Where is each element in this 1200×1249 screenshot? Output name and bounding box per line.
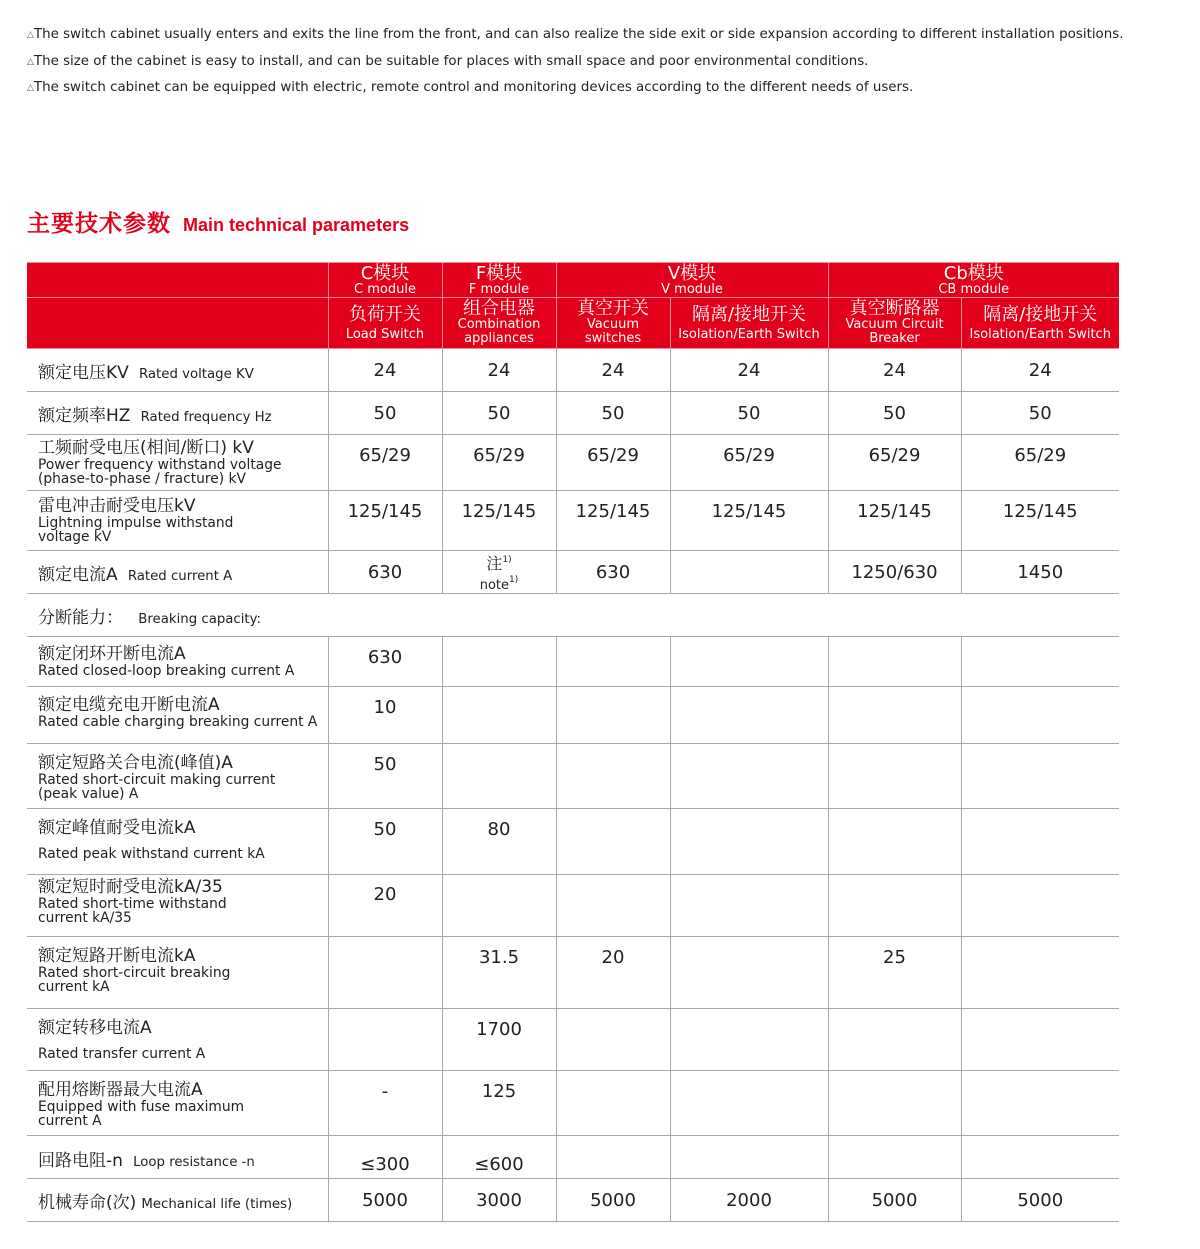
text: C module: [354, 281, 416, 297]
text: current A: [38, 1113, 102, 1129]
cell: [828, 1071, 961, 1136]
header-blank: [27, 298, 328, 349]
text: 雷电冲击耐受电压kV: [38, 496, 196, 516]
cell: [442, 875, 556, 937]
cell: [961, 1071, 1119, 1136]
text: 额定短路关合电流(峰值)A: [38, 753, 233, 773]
text: 注: [486, 554, 503, 573]
text: 隔离/接地开关: [691, 303, 807, 325]
row-label: [27, 349, 328, 392]
cell: 24: [442, 349, 556, 392]
cell: 31.5: [442, 937, 556, 1009]
row-label: [27, 551, 328, 594]
cell: 1250/630: [828, 551, 961, 594]
cell: 125/145: [670, 491, 828, 551]
text: V module: [661, 281, 723, 297]
cell: 24: [828, 349, 961, 392]
cell: [556, 875, 670, 937]
cell: 50: [670, 392, 828, 435]
table-row: [27, 1071, 1119, 1136]
text: current kA/35: [38, 910, 132, 926]
row-label: [27, 637, 328, 687]
text: (peak value) A: [38, 786, 139, 802]
table-row: [27, 491, 1119, 551]
intro-text: [27, 22, 1137, 102]
text: Cb模块: [943, 262, 1004, 284]
cell: [328, 1009, 442, 1071]
text: Isolation/Earth Switch: [969, 326, 1111, 342]
cell: [556, 1071, 670, 1136]
cell: 125/145: [442, 491, 556, 551]
cell: 50: [328, 392, 442, 435]
cell: [670, 637, 828, 687]
text: 机械寿命(次): [38, 1192, 137, 1213]
cell: 5000: [556, 1179, 670, 1222]
cell: 25: [828, 937, 961, 1009]
section-label: [27, 594, 1119, 637]
text: The switch cabinet can be equipped with electric, remote control and monitoring devices according to the different needs of users.: [33, 80, 914, 95]
cell: [961, 637, 1119, 687]
text: 分断能力：: [38, 607, 123, 628]
header-row-modules: [27, 263, 1119, 298]
text: Equipped with fuse maximum: [38, 1099, 245, 1115]
cell: ≤600: [442, 1136, 556, 1179]
section-title-cn: 主要技术参数: [27, 211, 171, 237]
row-label: [27, 1009, 328, 1071]
cell: 65/29: [328, 435, 442, 491]
cell: [828, 1136, 961, 1179]
table-row: [27, 551, 1119, 594]
text: Rated peak withstand current kA: [38, 846, 265, 862]
header-blank: [27, 263, 328, 298]
text: C模块: [360, 262, 410, 284]
cell: [670, 1136, 828, 1179]
cell: [670, 744, 828, 809]
row-label: [27, 687, 328, 744]
triangle-icon: △: [27, 30, 34, 40]
text: 回路电阻-n: [38, 1151, 123, 1171]
cell: 65/29: [670, 435, 828, 491]
header-module-f: [442, 263, 556, 298]
cell: ≤300: [328, 1136, 442, 1179]
cell: 5000: [828, 1179, 961, 1222]
triangle-icon: △: [27, 83, 34, 93]
text: switches: [584, 331, 642, 346]
text: 额定短时耐受电流kA/35: [38, 877, 223, 897]
cell: 65/29: [442, 435, 556, 491]
cell: 630: [328, 637, 442, 687]
table-row: [27, 937, 1119, 1009]
text: Rated closed-loop breaking current A: [38, 663, 295, 679]
cell: [961, 744, 1119, 809]
table-row: [27, 875, 1119, 937]
cell: 125/145: [328, 491, 442, 551]
text: 负荷开关: [349, 303, 421, 325]
text: Vacuum: [586, 317, 640, 332]
text: note: [479, 578, 510, 593]
text: Lightning impulse withstand: [38, 515, 234, 531]
cell: 2000: [670, 1179, 828, 1222]
text: 组合电器: [463, 298, 535, 319]
table-row: [27, 435, 1119, 491]
table-row: [27, 687, 1119, 744]
table-row: [27, 1136, 1119, 1179]
cell: 24: [556, 349, 670, 392]
cell: [961, 687, 1119, 744]
cell: [828, 809, 961, 875]
cell: [828, 687, 961, 744]
table-row: [27, 637, 1119, 687]
text: Isolation/Earth Switch: [678, 326, 820, 342]
cell: 20: [328, 875, 442, 937]
cell: 5000: [328, 1179, 442, 1222]
cell: [670, 1009, 828, 1071]
row-label: [27, 744, 328, 809]
cell: 125/145: [961, 491, 1119, 551]
cell: [961, 875, 1119, 937]
text: Load Switch: [345, 326, 425, 342]
cell: [556, 1136, 670, 1179]
text: 配用熔断器最大电流A: [38, 1080, 203, 1100]
cell: [556, 744, 670, 809]
text: 额定闭环开断电流A: [38, 644, 186, 664]
cell: 50: [828, 392, 961, 435]
text: 隔离/接地开关: [983, 303, 1098, 325]
text: 真空开关: [577, 298, 649, 319]
header-col: [328, 298, 442, 349]
text: Breaking capacity:: [138, 611, 262, 627]
header-col: [442, 298, 556, 349]
cell: 5000: [961, 1179, 1119, 1222]
text: Rated short-circuit making current: [38, 772, 276, 788]
cell: 125/145: [556, 491, 670, 551]
parameters-table: [27, 262, 1119, 1222]
cell: 24: [670, 349, 828, 392]
cell: 24: [328, 349, 442, 392]
header-row-types: [27, 298, 1119, 349]
row-label: [27, 1136, 328, 1179]
cell: [442, 687, 556, 744]
intro-line: [27, 49, 1137, 76]
text: 真空断路器: [849, 298, 940, 319]
text: Rated cable charging breaking current A: [38, 714, 318, 730]
cell: [828, 637, 961, 687]
header-module-cb: [828, 263, 1119, 298]
cell: [442, 744, 556, 809]
cell: [556, 637, 670, 687]
table-row: [27, 809, 1119, 875]
cell: 3000: [442, 1179, 556, 1222]
cell: [670, 875, 828, 937]
cell: [670, 687, 828, 744]
cell: -: [328, 1071, 442, 1136]
text: 额定峰值耐受电流kA: [38, 818, 196, 838]
cell: 125/145: [828, 491, 961, 551]
cell: [670, 937, 828, 1009]
section-title: [27, 205, 409, 238]
text: 额定电缆充电开断电流A: [38, 695, 220, 715]
cell: [828, 744, 961, 809]
table-row: [27, 744, 1119, 809]
header-col: [961, 298, 1119, 349]
cell: 50: [328, 809, 442, 875]
row-label: [27, 491, 328, 551]
text: voltage kV: [38, 529, 112, 545]
cell: 630: [328, 551, 442, 594]
cell: 125: [442, 1071, 556, 1136]
cell: 24: [961, 349, 1119, 392]
text: The size of the cabinet is easy to install, and can be suitable for places with small space and poor environmental conditions.: [33, 53, 869, 69]
triangle-icon: △: [27, 56, 34, 67]
row-label: [27, 937, 328, 1009]
cell: [961, 937, 1119, 1009]
cell: [442, 637, 556, 687]
cell: 1450: [961, 551, 1119, 594]
cell: [670, 1071, 828, 1136]
cell: [961, 1136, 1119, 1179]
cell: [556, 687, 670, 744]
cell: 50: [328, 744, 442, 809]
cell: 10: [328, 687, 442, 744]
text: 工频耐受电压(相间/断口) kV: [38, 438, 254, 458]
text: Power frequency withstand voltage: [38, 457, 282, 473]
text: Rated transfer current A: [38, 1046, 206, 1062]
text: 额定短路开断电流kA: [38, 946, 196, 966]
intro-line: [27, 75, 1137, 102]
cell: 65/29: [828, 435, 961, 491]
text: Rated current A: [127, 568, 233, 584]
table-row: [27, 1009, 1119, 1071]
text: 1): [502, 555, 512, 565]
text: V模块: [667, 262, 717, 284]
text: F模块: [475, 262, 523, 284]
text: 额定频率HZ: [38, 405, 131, 426]
text: Rated voltage KV: [138, 366, 254, 382]
header-module-v: [556, 263, 828, 298]
intro-line: [27, 22, 1137, 49]
row-label: [27, 809, 328, 875]
text: appliances: [464, 331, 534, 346]
cell: 50: [442, 392, 556, 435]
cell: 50: [556, 392, 670, 435]
header-col: [556, 298, 670, 349]
cell: [670, 551, 828, 594]
cell: [556, 1009, 670, 1071]
cell: [961, 1009, 1119, 1071]
cell: [961, 809, 1119, 875]
text: Rated frequency Hz: [140, 409, 272, 425]
section-title-en: Main technical parameters: [183, 215, 410, 235]
cell: 65/29: [961, 435, 1119, 491]
header-col: [828, 298, 961, 349]
table-section-row: [27, 594, 1119, 637]
text: Breaker: [869, 331, 920, 346]
text: F module: [468, 281, 530, 297]
cell: [828, 875, 961, 937]
cell: 20: [556, 937, 670, 1009]
text: (phase-to-phase / fracture) kV: [38, 471, 246, 487]
cell: [828, 1009, 961, 1071]
row-label: [27, 1071, 328, 1136]
text: 额定电流A: [38, 564, 118, 585]
text: Rated short-circuit breaking: [38, 965, 231, 981]
cell-note: [442, 551, 556, 594]
row-label: [27, 1179, 328, 1222]
table-row: [27, 349, 1119, 392]
header-col: [670, 298, 828, 349]
cell: [556, 809, 670, 875]
row-label: [27, 875, 328, 937]
text: Combination: [457, 317, 541, 332]
text: CB module: [938, 281, 1010, 297]
text: Vacuum Circuit: [845, 317, 944, 332]
text: 额定电压KV: [38, 362, 129, 383]
row-label: [27, 435, 328, 491]
cell: [670, 809, 828, 875]
text: 1): [509, 575, 519, 585]
text: The switch cabinet usually enters and exits the line from the front, and can also realize the side exit or side expansion according to different installation positions.: [33, 27, 1124, 42]
table-row: [27, 1179, 1119, 1222]
cell: 1700: [442, 1009, 556, 1071]
cell: [328, 937, 442, 1009]
text: Loop resistance -n: [133, 1155, 255, 1170]
cell: 65/29: [556, 435, 670, 491]
text: current kA: [38, 979, 110, 995]
text: Mechanical life (times): [141, 1196, 293, 1212]
text: 额定转移电流A: [38, 1018, 152, 1038]
cell: 630: [556, 551, 670, 594]
cell: 80: [442, 809, 556, 875]
table-row: [27, 392, 1119, 435]
header-module-c: [328, 263, 442, 298]
text: Rated short-time withstand: [38, 896, 227, 912]
cell: 50: [961, 392, 1119, 435]
row-label: [27, 392, 328, 435]
